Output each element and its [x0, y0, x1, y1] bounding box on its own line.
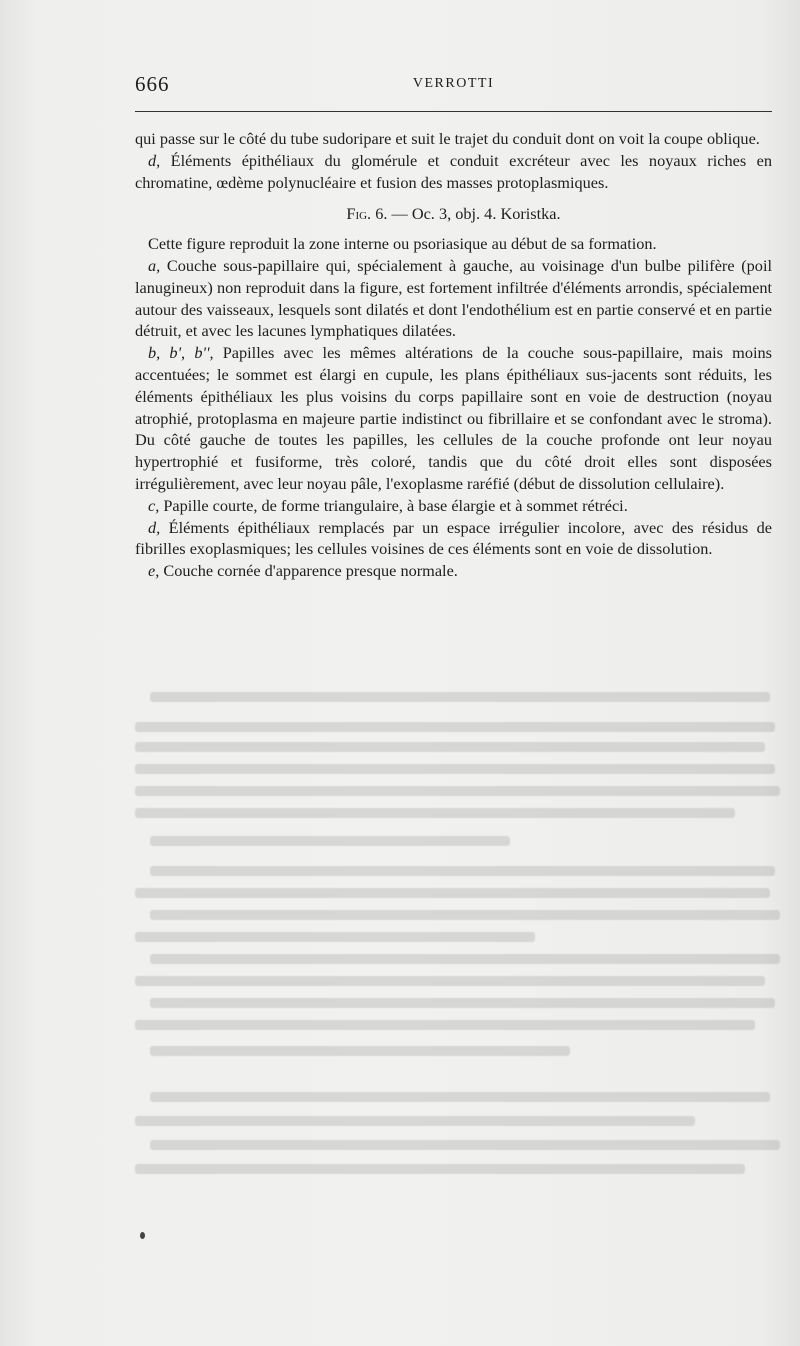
page-header	[135, 72, 772, 98]
page-number: 666	[135, 72, 170, 96]
paragraph-b: b, b', b'', Papilles avec les mêmes altérations de la couche sous-papillaire, mais moins accentuées; le sommet est élargi en cupule, les plans épithéliaux sus-jacents sont réduits, les éléments épithéliaux les plus voisins du corps papillaire sont en voie de destruction (noyau atrophié, protoplasma en majeure partie indistinct ou fibrillaire et se confondant avec le stroma). Du côté gauche de toutes les papilles, les cellules de la couche profonde ont leur noyau hypertrophié et fusiforme, très coloré, tandis que du côté droit elles sont disposées irrégulièrement, avec leur noyau pâle, l'exoplasme raréfié (début de dissolution cellulaire).	[135, 343, 772, 493]
ink-speck	[140, 1232, 145, 1239]
figure-caption: Fig. 6. — Oc. 3, obj. 4. Koristka.	[346, 204, 561, 224]
item-label: a,	[148, 255, 161, 275]
paragraph-a: a, Couche sous-papillaire qui, spécialement à gauche, au voisinage d'un bulbe pilifère (poil lanugineux) non reproduit dans la figure, est fortement infiltrée d'éléments arrondis, spécialement autour des vaisseaux, lesquels sont dilatés et dont l'endothélium est en partie conservé et en partie détruit, et avec les lacunes lymphatiques dilatées.	[135, 255, 772, 341]
paragraph-d-elements: d, Éléments épithéliaux remplacés par un espace irrégulier incolore, avec des résidus de fibrilles exoplasmiques; les cellules voisines de ces éléments sont en voie de dissolution.	[135, 517, 772, 559]
paragraph-c: c, Papille courte, de forme triangulaire, à base élargie et à sommet rétréci.	[148, 495, 628, 515]
item-label: d,	[148, 150, 161, 170]
running-head: VERROTTI	[412, 76, 495, 91]
item-label: c,	[148, 495, 160, 515]
paragraph-e: e, Couche cornée d'apparence presque normale.	[148, 561, 458, 581]
show-through-text	[0, 680, 800, 1280]
item-label: d,	[148, 517, 161, 537]
item-label: b, b', b'',	[148, 343, 214, 363]
figure-label: Fig. 6.	[346, 204, 388, 224]
body-text	[135, 128, 772, 582]
paragraph-continuation: qui passe sur le côté du tube sudoripare et suit le trajet du conduit dont on voit la coupe oblique.	[135, 129, 760, 148]
item-label: e,	[148, 561, 160, 581]
paragraph-d-glomerule: d, Éléments épithéliaux du glomérule et conduit excréteur avec les noyaux riches en chromatine, œdème polynucléaire et fusion des masses protoplasmiques.	[135, 150, 772, 192]
paragraph-figure-intro: Cette figure reproduit la zone interne ou psoriasique au début de sa formation.	[148, 234, 657, 254]
header-rule	[135, 111, 772, 112]
